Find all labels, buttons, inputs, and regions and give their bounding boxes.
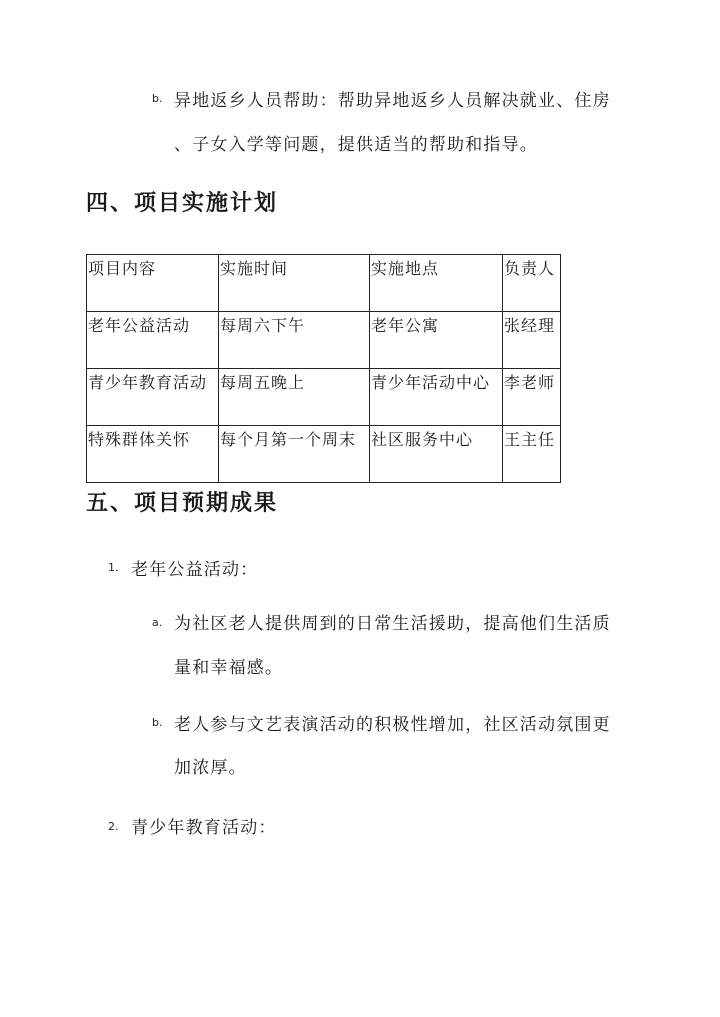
table-cell: 张经理 (503, 312, 561, 369)
table-cell: 青少年活动中心 (370, 369, 503, 426)
table-cell: 王主任 (503, 426, 561, 483)
list-item-title: 老年公益活动： (131, 560, 259, 580)
paragraph-line: 异地返乡人员帮助：帮助异地返乡人员解决就业、住房 (174, 91, 611, 111)
paragraph-line: 老人参与文艺表演活动的积极性增加，社区活动氛围更 (174, 715, 611, 735)
table-row (87, 426, 561, 483)
implementation-plan-table (86, 254, 561, 483)
list-marker-a: a. (152, 616, 163, 629)
table-cell: 每个月第一个周末 (219, 426, 370, 483)
section-heading-5: 五、项目预期成果 (86, 491, 279, 516)
list-marker-1: 1. (108, 561, 119, 574)
table-cell: 老年公寓 (370, 312, 503, 369)
paragraph-line: 为社区老人提供周到的日常生活援助，提高他们生活质 (174, 614, 611, 634)
list-marker-b: b. (152, 716, 163, 729)
table-row (87, 369, 561, 426)
table-cell: 老年公益活动 (87, 312, 219, 369)
table-header-row (87, 255, 561, 312)
section-heading-4: 四、项目实施计划 (86, 191, 279, 216)
table-cell: 青少年教育活动 (87, 369, 219, 426)
paragraph-line: 加浓厚。 (174, 758, 247, 778)
paragraph-line: 量和幸福感。 (174, 658, 284, 678)
table-cell: 特殊群体关怀 (87, 426, 219, 483)
paragraph-line: 、子女入学等问题，提供适当的帮助和指导。 (174, 135, 538, 155)
table-header-cell: 实施地点 (370, 255, 503, 312)
list-item-title: 青少年教育活动： (131, 818, 277, 838)
table-row (87, 312, 561, 369)
table-header-cell: 实施时间 (219, 255, 370, 312)
table-cell: 李老师 (503, 369, 561, 426)
table-cell: 每周六下午 (219, 312, 370, 369)
list-marker-2: 2. (108, 820, 119, 833)
list-marker-b: b. (152, 92, 163, 105)
table-header-cell: 项目内容 (87, 255, 219, 312)
table-cell: 每周五晚上 (219, 369, 370, 426)
table-cell: 社区服务中心 (370, 426, 503, 483)
table-header-cell: 负责人 (503, 255, 561, 312)
